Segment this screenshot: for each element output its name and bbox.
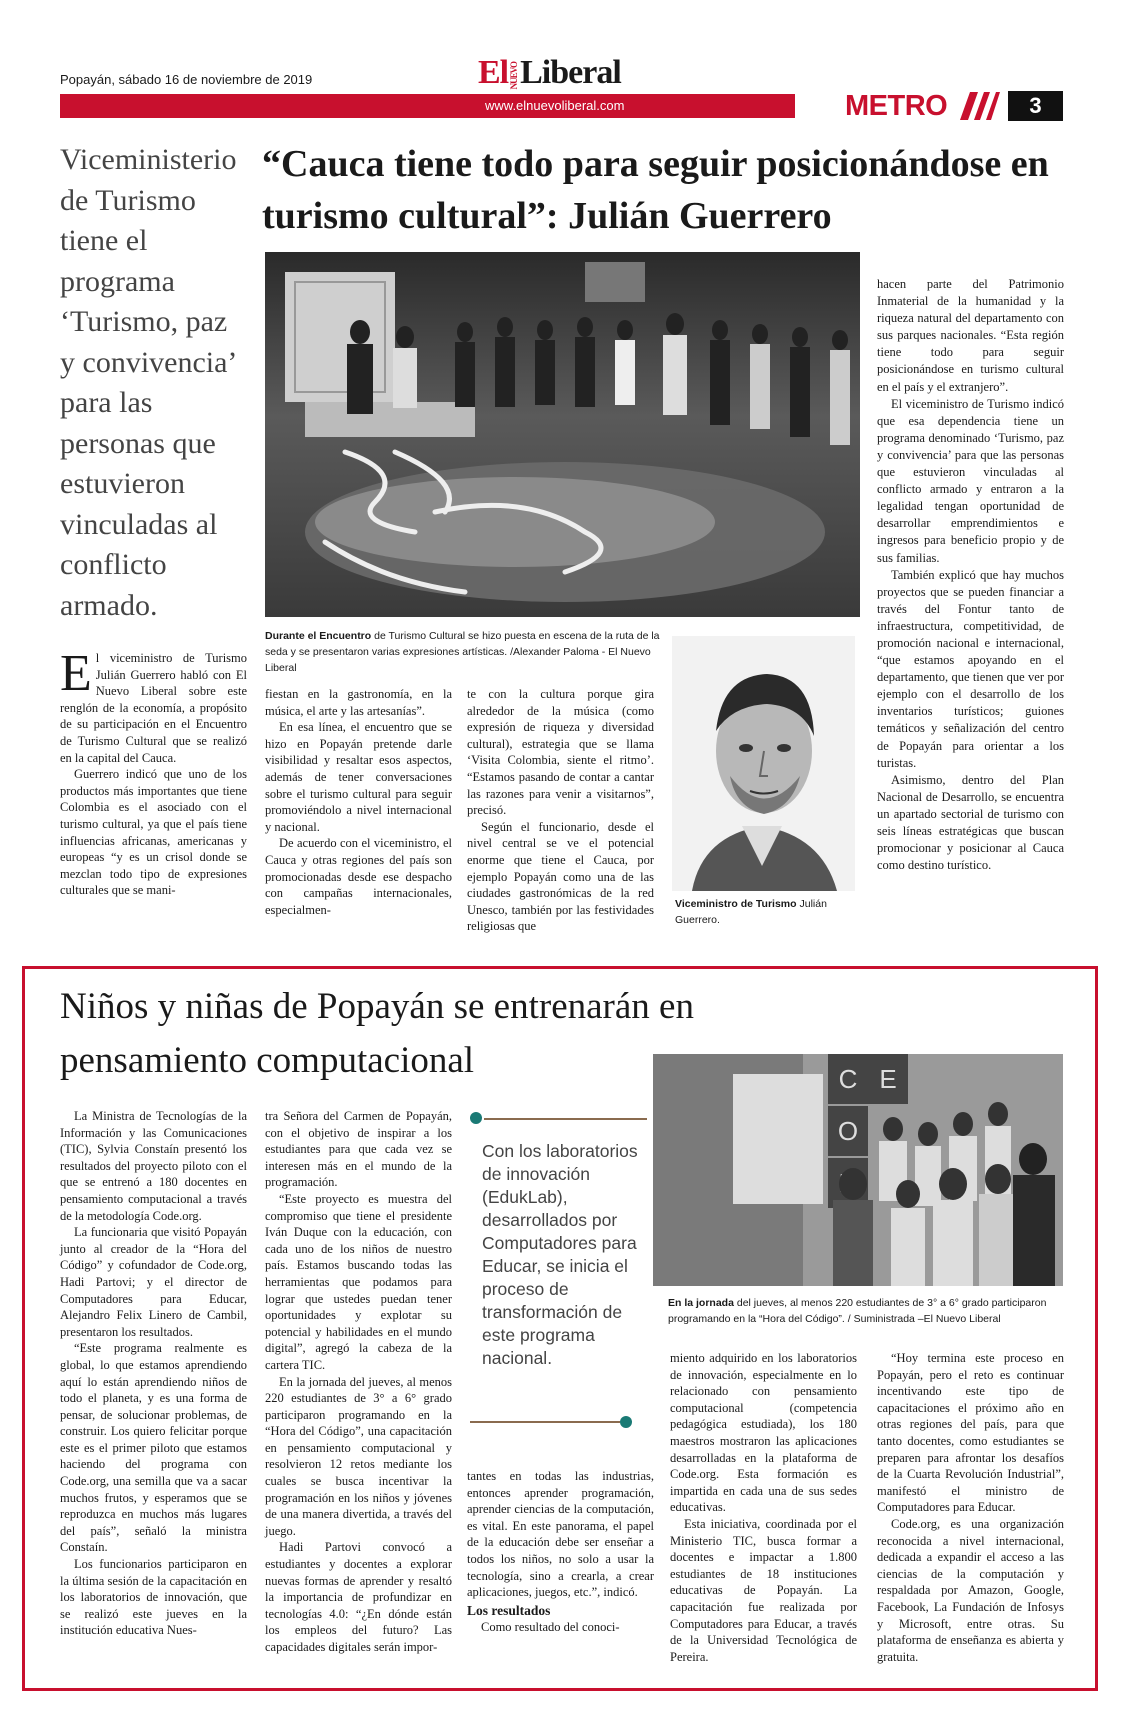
newspaper-logo[interactable]	[478, 54, 621, 92]
teal-dot-icon	[620, 1416, 632, 1428]
story1-column-4	[877, 276, 1064, 874]
paragraph: “Este programa realmente es global, lo que estamos aprendiendo aquí lo están aprendiendo niños de todo el planeta, y es una forma de pensar, de solucionar problemas, de construir. Los quiero felicitar porque este es el primer piloto que estamos haciendo del programa con Code.org, una semilla que va a sacar muchos frutos, y esperamos que se reproduzca en muchos más lugares del país”, señaló la ministra Constaín.	[60, 1341, 247, 1555]
logo-liberal: Liberal	[520, 54, 621, 91]
story1-event-photo	[265, 252, 860, 617]
paragraph: La funcionaria que visitó Popayán junto al creador de la “Hora del Código” y cofundador de Code.org, Hadi Partovi; y el director de Computadores para Educar, Alejandro Felix Linero de Cambil, presentaron los resultados.	[60, 1225, 247, 1339]
caption-text: de Turismo Cultural se hizo puesta en escena de la ruta de la seda y se presentaron varias expresiones artísticas. /Alexander Paloma - El Nuevo Liberal	[265, 630, 660, 674]
logo-nuevo: NUEVO	[509, 61, 520, 89]
photo-sign-letter: O	[837, 1116, 859, 1146]
paragraph: te con la cultura porque gira alrededor de la música (como expresión de riqueza y diversidad cultural), estrategia que se llama ‘Visita Colombia, siente el ritmo’. “Estamos pasando de contar a cantar las razones para venir a visitarnos”, precisó.	[467, 687, 654, 818]
quote-rule	[470, 1421, 620, 1423]
portrait-caption	[675, 896, 865, 928]
story2-column-1	[60, 1108, 247, 1639]
story2-column-2	[265, 1108, 452, 1656]
paragraph: La Ministra de Tecnologías de la Información y las Comunicaciones (TIC), Sylvia Constaín presentó los resultados del proyecto piloto con el que se entrenó a 180 docentes en pensamiento computacional a través de la metodología Code.org.	[60, 1109, 247, 1223]
section-stripes-icon	[960, 92, 1000, 120]
paragraph: En la jornada del jueves, al menos 220 estudiantes de 3° a 6° grado participaron programando en la “Hora del Código”, una capacitación en pensamiento computacional y resolvieron 12 retos mediante los cuales se busca incentivar la programación en los niños y jóvenes de una manera divertida, a través del juego.	[265, 1374, 452, 1538]
story2-pull-quote: Con los laboratorios de innovación (EdukLab), desarrollados por Computadores para Educar, se inicia el proceso de transformación de este programa nacional.	[482, 1141, 638, 1368]
header-red-bar	[60, 94, 795, 118]
paragraph: En esa línea, el encuentro que se hizo en Popayán pretende darle visibilidad y resaltar esos aspectos, además de tener conversaciones sobre el turismo cultural para seguir promoviéndolo a nivel internacional y nacional.	[265, 720, 452, 834]
story2-column-4	[670, 1350, 857, 1665]
paragraph: l viceministro de Turismo Julián Guerrero habló con El Nuevo Liberal sobre este renglón de la economía, a propósito de su participación en el Encuentro de Turismo Cultural que se realizó en la capital del Cauca.	[60, 651, 247, 765]
paragraph: “Hoy termina este proceso en Popayán, pero el reto es continuar incentivando este tipo de capacitaciones el próximo año en otras regiones del país, para que tanto docentes, como estudiantes se preparen para afrontar los desafíos de la Cuarta Revolución Industrial”, manifestó el ministro de Computadores para Educar.	[877, 1351, 1064, 1515]
story1-column-2	[265, 686, 452, 918]
story2-students-photo	[653, 1054, 1063, 1286]
paragraph: fiestan en la gastronomía, en la música, el arte y las artesanías”.	[265, 687, 452, 718]
paragraph: tantes en todas las industrias, entonces aprender programación, aprender ciencias de la computación, es vital. En este panorama, el papel de la educación debe ser enseñar a todos los niños, no solo a usar la tecnología, sino a crearla, a crear aplicaciones, juegos, etc.”, indicó.	[467, 1469, 654, 1600]
paragraph: tra Señora del Carmen de Popayán, con el objetivo de inspirar a los estudiantes para que cada vez se interesen más en el mundo de la programación.	[265, 1109, 452, 1190]
story2-column-5	[877, 1350, 1064, 1665]
section-label: METRO	[845, 90, 948, 122]
viceminister-portrait-photo	[672, 636, 855, 891]
paragraph: El viceministro de Turismo indicó que esa dependencia tiene un programa denominado ‘Turismo, paz y convivencia’ para que las personas que estuvieron vinculadas al conflicto armado y entraron a la legalidad tengan oportunidad de desarrollar emprendimientos e ingresos para beneficio propio y de sus familias.	[877, 396, 1064, 565]
quote-rule	[484, 1118, 647, 1120]
paragraph: Esta iniciativa, coordinada por el Ministerio TIC, busca formar a docentes e impactar a 1.800 estudiantes de 18 instituciones educativas de Popayán. La capacitación fue realizada por Computadores para Educar, a través de la Universidad Tecnológica de Pereira.	[670, 1516, 857, 1664]
story2-pull-quote-box	[470, 1112, 647, 1442]
story2-column-3	[467, 1468, 654, 1636]
paragraph: Como resultado del conoci-	[481, 1620, 620, 1635]
paragraph: “Este proyecto es muestra del compromiso que tiene el presidente Iván Duque con la educación, con cada uno de los niños de nuestro país. Estamos buscando todas las herramientas que podamos para lograr que ustedes puedan tener oportunidades y explotar su potencial y habilidades en el mundo digital”, agregó la cabeza de la cartera TIC.	[265, 1191, 452, 1372]
caption-text: Julián Guerrero.	[675, 898, 827, 926]
story1-photo-caption	[265, 628, 660, 676]
paragraph: También explicó que hay muchos proyectos que se pueden financiar a través del Fontur tanto de infraestructura, competitividad, de promoción nacional e internacional, “que estamos apoyando en el departamento, que tienen que ver por ejemplo con el desarrollo de los inventarios turísticos; guiones temáticos y señalización del centro de Popayán para orientar a los turistas.	[877, 567, 1064, 770]
paragraph: miento adquirido en los laboratorios de innovación, especialmente en lo relacionado con pensamiento computacional (competencia pedagógica estudiada), los 180 maestros mostraron las aplicaciones desarrolladas en la plataforma de Code.org. Esta formación es impartida en cada una de sus sedes educativas.	[670, 1351, 857, 1515]
caption-lead: Durante el Encuentro	[265, 630, 372, 642]
drop-cap: E	[60, 645, 92, 702]
paragraph: Hadi Partovi convocó a estudiantes y docentes a explorar nuevas formas de aprender y resaltó la importancia de profundizar en tecnologías 4.0: “¿En dónde están los empleos del futuro? Las capacidades digitales serán impor-	[265, 1540, 452, 1654]
paragraph: Los funcionarios participaron en la última sesión de la capacitación en los laboratorios de innovación, que se realizó este jueves en la institución educativa Nues-	[60, 1557, 247, 1638]
paragraph: Según el funcionario, desde el nivel central se ve el potencial enorme que tiene el Cauca, por ejemplo Popayán como una de las ciudades gastronómicas de la red Unesco, también por las festividades religiosas que	[467, 819, 654, 934]
paragraph: Guerrero indicó que uno de los productos más importantes que tiene Colombia es el asociado con el turismo cultural, ya que el país tiene influencias africanas, americanas y europeas “y es un crisol donde se mezclan todo tipo de expresiones culturales que se mani-	[60, 767, 247, 898]
photo-sign-letter: E	[879, 1064, 897, 1094]
teal-dot-icon	[470, 1112, 482, 1124]
subheading: Los resultados	[467, 1602, 551, 1618]
paragraph: Asimismo, dentro del Plan Nacional de Desarrollo, se encuentra un apartado sectorial de turismo con seis líneas estratégicas que buscan promocionar y posicionar al Cauca como destino turístico.	[877, 772, 1064, 873]
paragraph: De acuerdo con el viceministro, el Cauca y otras regiones del país son promocionadas desde ese despacho con campañas internacionales, especialmen-	[265, 836, 452, 917]
story1-column-1	[60, 645, 247, 899]
caption-lead: Viceministro de Turismo	[675, 898, 797, 910]
logo-el: El	[478, 54, 509, 91]
story2-photo-caption	[668, 1295, 1063, 1327]
story2-headline: Niños y niñas de Popayán se entrenarán en pensamiento computacional	[60, 986, 694, 1081]
story1-column-3	[467, 686, 654, 935]
paragraph: Code.org, es una organización reconocida a nivel internacional, dedicada a expandir el acceso a las ciencias de la computación y respaldada por Amazon, Google, Facebook, La Fundación de Infosys y Microsoft, entre otras. Su plataforma de enseñanza es abierta y gratuita.	[877, 1516, 1064, 1664]
issue-date: Popayán, sábado 16 de noviembre de 2019	[60, 72, 313, 87]
website-url[interactable]: www.elnuevoliberal.com	[485, 98, 625, 113]
photo-sign-letter: C	[838, 1064, 858, 1094]
story1-headline: “Cauca tiene todo para seguir posicionándose en turismo cultural”: Julián Guerrero	[262, 143, 1049, 237]
caption-text: del jueves, al menos 220 estudiantes de 3° a 6° grado participaron programando en la “Hora del Código”. / Suministrada –El Nuevo Liberal	[668, 1297, 1047, 1325]
page-number: 3	[1008, 91, 1063, 121]
caption-lead: En la jornada	[668, 1297, 734, 1309]
paragraph: hacen parte del Patrimonio Inmaterial de la humanidad y la riqueza natural del departamento con sus parques nacionales. “Esta región tiene todo para seguir posicionándose en turismo cultural en el país y el extranjero”.	[877, 277, 1064, 394]
story1-pull-quote: Viceministerio de Turismo tiene el programa ‘Turismo, paz y convivencia’ para las personas que estuvieron vinculadas al conflicto armado.	[60, 143, 237, 622]
